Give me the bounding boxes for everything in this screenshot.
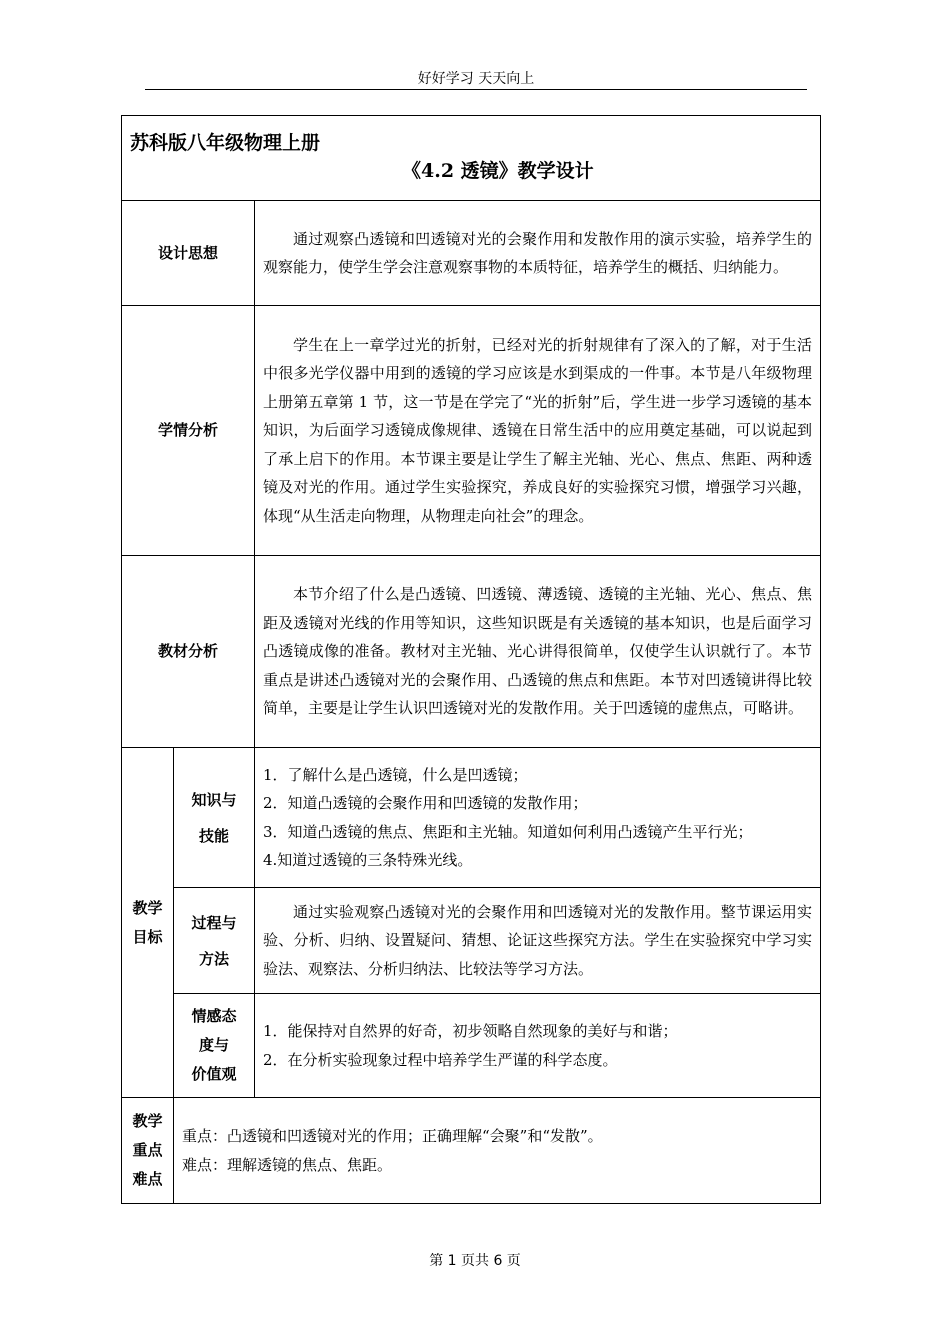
title-line2: 《4.2 透镜》教学设计: [402, 160, 594, 182]
knowledge-item: 1．了解什么是凸透镜，什么是凹透镜；: [263, 765, 528, 784]
emotion-label-line2: 度与: [198, 1036, 229, 1054]
emotion-item: 1．能保持对自然界的好奇，初步领略自然现象的美好与和谐；: [263, 1022, 678, 1040]
learner-analysis-label: 学情分析: [122, 306, 255, 556]
page-header: 好好学习 天天向上: [417, 71, 535, 87]
process-label: [174, 888, 255, 994]
knowledge-item: 4.知道过透镜的三条特殊光线。: [263, 851, 473, 869]
objectives-label-line2: 目标: [132, 927, 163, 946]
title-line1: 苏科版八年级物理上册: [130, 132, 321, 154]
key-points-label-line3: 难点: [132, 1170, 163, 1188]
emotion-label-line1: 情感态: [191, 1007, 237, 1025]
emotion-label: [174, 994, 255, 1098]
key-points-label: [122, 1098, 174, 1204]
knowledge-item: 3．知道凸透镜的焦点、焦距和主光轴。知道如何利用凸透镜产生平行光；: [263, 822, 753, 841]
objectives-label: [122, 748, 174, 1098]
process-label-line1: 过程与: [191, 913, 237, 932]
knowledge-label-line2: 技能: [198, 826, 229, 845]
knowledge-item: 2．知道凸透镜的会聚作用和凹透镜的发散作用；: [263, 794, 588, 812]
design-idea-label: 设计思想: [122, 201, 255, 306]
knowledge-label-line1: 知识与: [191, 790, 237, 809]
objectives-label-line1: 教学: [132, 898, 163, 917]
knowledge-label: [174, 748, 255, 888]
key-points-content: [174, 1098, 821, 1204]
emotion-item: 2．在分析实验现象过程中培养学生严谨的科学态度。: [263, 1050, 618, 1069]
key-points-label-line1: 教学: [132, 1112, 163, 1130]
learner-analysis-content: 学生在上一章学过光的折射，已经对光的折射规律有了深入的了解，对于生活中很多光学仪器中用到的透镜的学习应该是水到渠成的一件事。本节是八年级物理上册第五章第 1 节，这一节是在学完了“光的折射”后，学生进一步学习透镜的基本知识，为后面学习透镜成像规律、透镜在日常生活中的应用奠定基础，可以说起到了承上启下的作用。本节课主要是让学生了解主光轴、光心、焦点、焦距、两种透镜及对光的作用。通过学生实验探究，养成良好的实验探究习惯，增强学习兴趣，体现“从生活走向物理，从物理走向社会”的理念。: [255, 306, 821, 556]
process-content: 通过实验观察凸透镜对光的会聚作用和凹透镜对光的发散作用。整节课运用实验、分析、归纳、设置疑问、猜想、论证这些探究方法。学生在实验探究中学习实验法、观察法、分析归纳法、比较法等学习方法。: [255, 888, 821, 994]
difficult-point-text: 难点：理解透镜的焦点、焦距。: [182, 1155, 393, 1174]
process-label-line2: 方法: [198, 949, 229, 968]
key-point-text: 重点：凸透镜和凹透镜对光的作用；正确理解“会聚”和“发散”。: [182, 1127, 603, 1145]
design-idea-content: 通过观察凸透镜和凹透镜对光的会聚作用和发散作用的演示实验，培养学生的观察能力，使学生学会注意观察事物的本质特征，培养学生的概括、归纳能力。: [255, 201, 821, 306]
page-footer: 第 1 页共 6 页: [429, 1253, 521, 1269]
key-points-label-line2: 重点: [132, 1141, 163, 1159]
knowledge-content: [255, 748, 821, 888]
material-analysis-content: 本节介绍了什么是凸透镜、凹透镜、薄透镜、透镜的主光轴、光心、焦点、焦距及透镜对光线的作用等知识，这些知识既是有关透镜的基本知识，也是后面学习凸透镜成像的准备。教材对主光轴、光心讲得很简单，仅使学生认识就行了。本节重点是讲述凸透镜对光的会聚作用、凸透镜的焦点和焦距。本节对凹透镜讲得比较简单，主要是让学生认识凹透镜对光的发散作用。关于凹透镜的虚焦点，可略讲。: [255, 556, 821, 748]
material-analysis-label: 教材分析: [122, 556, 255, 748]
lesson-plan-table: [121, 115, 821, 1204]
title-cell: [122, 116, 821, 201]
header-divider: [145, 89, 807, 90]
emotion-content: [255, 994, 821, 1098]
emotion-label-line3: 价值观: [191, 1065, 237, 1083]
